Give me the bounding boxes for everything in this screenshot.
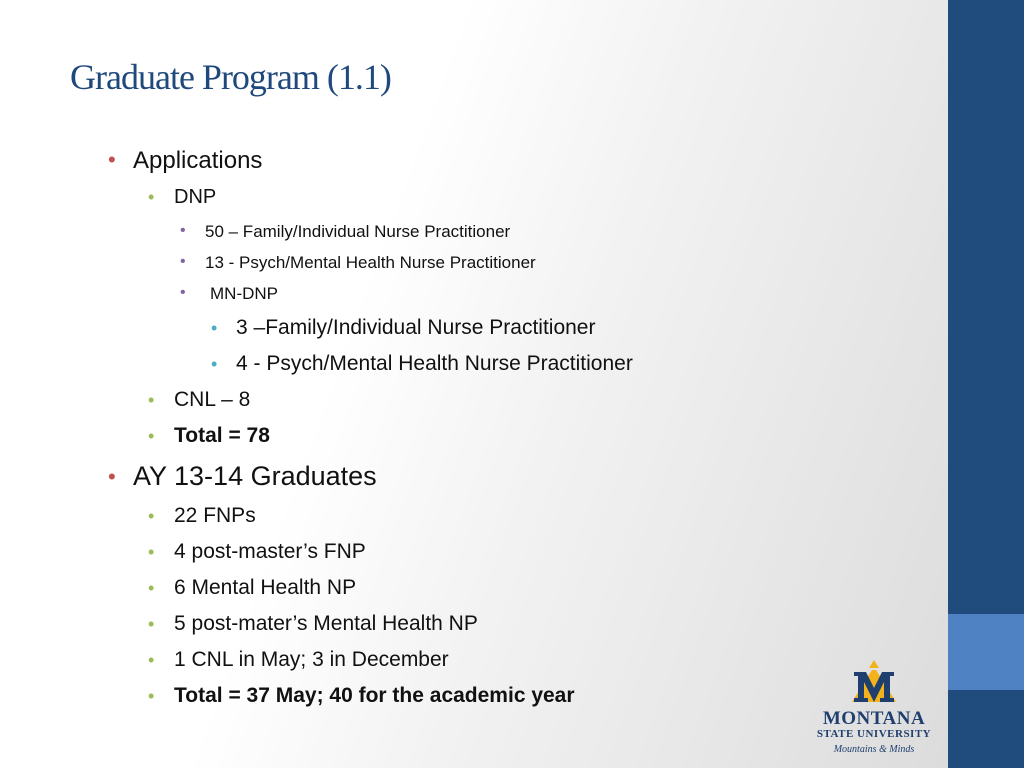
slide-title: Graduate Program (1.1) (70, 57, 391, 97)
bullet-dot: • (148, 426, 155, 446)
bullet-dot: • (108, 147, 116, 172)
bullet-dot: • (148, 578, 155, 598)
bullet-mn-dnp-fnp: 3 –Family/Individual Nurse Practitioner (236, 316, 596, 339)
bullet-dot: • (211, 354, 218, 374)
bullet-applications: Applications (133, 147, 263, 174)
msu-logo (812, 658, 936, 758)
bullet-dot: • (148, 614, 155, 634)
logo-text-state-university: STATE UNIVERSITY (816, 728, 932, 740)
side-bar-accent (948, 614, 1024, 690)
bullet-dot: • (148, 187, 155, 207)
bullet-dot: • (148, 650, 155, 670)
logo-tagline: Mountains & Minds (833, 744, 915, 755)
bullet-grad-fnps: 22 FNPs (174, 504, 256, 527)
bullet-dnp-fnp: 50 – Family/Individual Nurse Practitioner (205, 222, 511, 241)
bullet-graduates: AY 13-14 Graduates (133, 461, 377, 491)
bullet-dot: • (148, 542, 155, 562)
msu-m-mountain-icon (812, 658, 936, 710)
bullet-dot: • (211, 318, 218, 338)
bullet-dot: • (108, 464, 116, 489)
bullet-mn-dnp: MN-DNP (210, 284, 278, 303)
bullet-dot: • (148, 390, 155, 410)
bullet-grad-total: Total = 37 May; 40 for the academic year (174, 684, 575, 707)
bullet-grad-post-fnp: 4 post-master’s FNP (174, 540, 366, 563)
bullet-dnp: DNP (174, 186, 217, 208)
bullet-dot: • (148, 506, 155, 526)
bullet-dnp-pmh: 13 - Psych/Mental Health Nurse Practitioner (205, 253, 536, 272)
bullet-apps-total: Total = 78 (174, 424, 270, 447)
bullet-grad-post-mhnp: 5 post-mater’s Mental Health NP (174, 612, 478, 635)
logo-text-montana: MONTANA (822, 708, 926, 729)
bullet-dot: • (180, 253, 186, 270)
bullet-dot: • (180, 284, 186, 301)
bullet-grad-mhnp: 6 Mental Health NP (174, 576, 357, 599)
bullet-grad-cnl: 1 CNL in May; 3 in December (174, 648, 449, 671)
bullet-dot: • (148, 686, 155, 706)
bullet-cnl: CNL – 8 (174, 388, 251, 411)
bullet-dot: • (180, 222, 186, 239)
bullet-mn-dnp-pmh: 4 - Psych/Mental Health Nurse Practitioner (236, 352, 633, 375)
